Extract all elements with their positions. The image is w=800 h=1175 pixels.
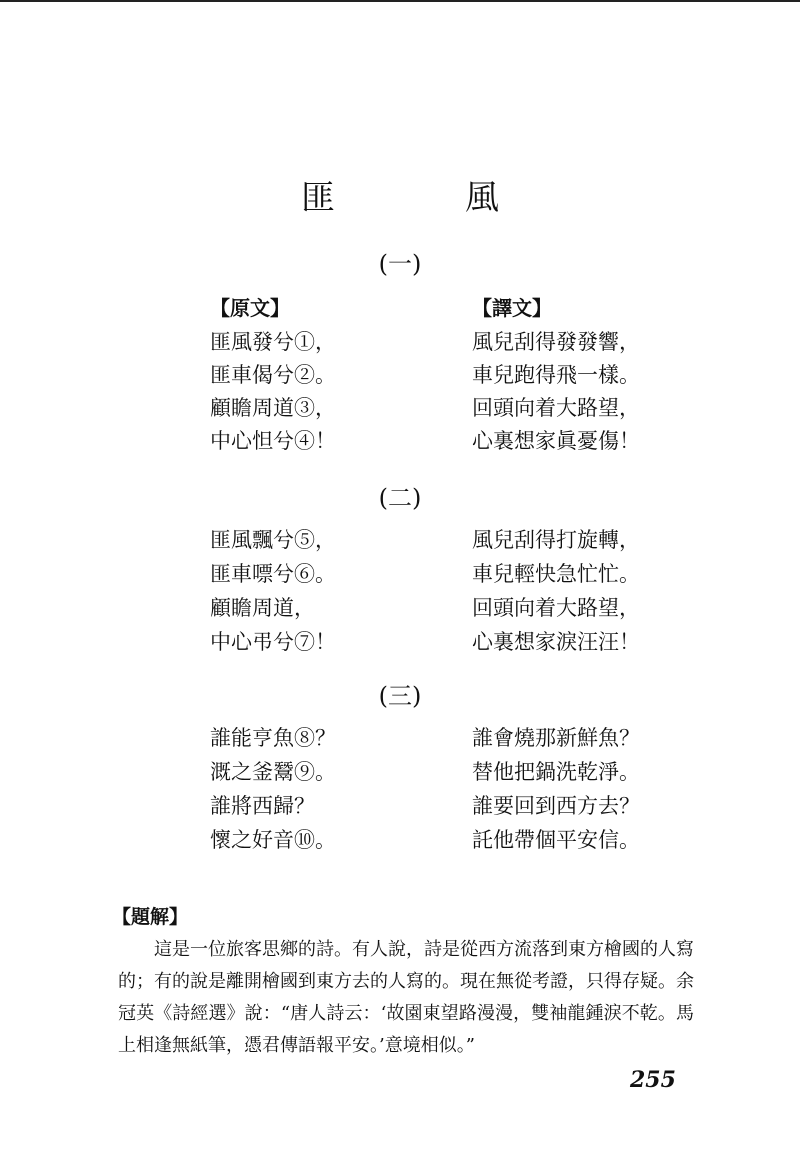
translation-header: 【譯文】 [472, 296, 552, 320]
original-line: 匪車偈兮②。 [210, 363, 336, 387]
original-line: 顧瞻周道， [210, 596, 315, 620]
original-line: 匪車嘌兮⑥。 [210, 562, 336, 586]
explanation-body [118, 934, 694, 1062]
original-line: 顧瞻周道③， [210, 396, 336, 420]
page-number: 255 [630, 1067, 676, 1093]
translation-line: 誰要回到西方去？ [472, 794, 640, 818]
page-title: 匪 風 [301, 178, 547, 218]
top-border-rule [0, 0, 800, 2]
original-line: 誰將西歸？ [210, 794, 315, 818]
translation-line: 心裏想家眞憂傷！ [472, 429, 640, 453]
original-line: 懷之好音⑩。 [210, 828, 336, 852]
original-line: 匪風發兮①， [210, 330, 336, 354]
original-line: 誰能亨魚⑧？ [210, 726, 336, 750]
translation-line: 替他把鍋洗乾淨。 [472, 760, 640, 784]
original-text-header: 【原文】 [210, 296, 290, 320]
stanza-number: (二) [378, 484, 422, 512]
translation-line: 誰會燒那新鮮魚？ [472, 726, 640, 750]
translation-line: 託他帶個平安信。 [472, 828, 640, 852]
translation-line: 車兒跑得飛一樣。 [472, 363, 640, 387]
original-line: 中心弔兮⑦！ [210, 630, 336, 654]
explanation-text: 這是一位旅客思鄉的詩。有人說，詩是從西方流落到東方檜國的人寫的；有的說是離開檜國到東方去的人寫的。現在無從考證，只得存疑。余冠英《詩經選》說：“唐人詩云：‘故園東望路漫漫，雙袖龍鍾淚不乾。馬上相逢無紙筆，憑君傳語報平安。’意境相似。” [118, 939, 694, 1056]
translation-line: 回頭向着大路望， [472, 396, 640, 420]
translation-line: 心裏想家淚汪汪！ [472, 630, 640, 654]
translation-line: 回頭向着大路望， [472, 596, 640, 620]
translation-line: 車兒輕快急忙忙。 [472, 562, 640, 586]
original-line: 中心怛兮④！ [210, 429, 336, 453]
stanza-number: (三) [378, 682, 422, 710]
original-line: 溉之釜鬵⑨。 [210, 760, 336, 784]
explanation-header: 【題解】 [112, 906, 189, 928]
stanza-number: (一) [378, 250, 422, 278]
original-line: 匪風飄兮⑤， [210, 528, 336, 552]
translation-line: 風兒刮得發發響， [472, 330, 640, 354]
translation-line: 風兒刮得打旋轉， [472, 528, 640, 552]
